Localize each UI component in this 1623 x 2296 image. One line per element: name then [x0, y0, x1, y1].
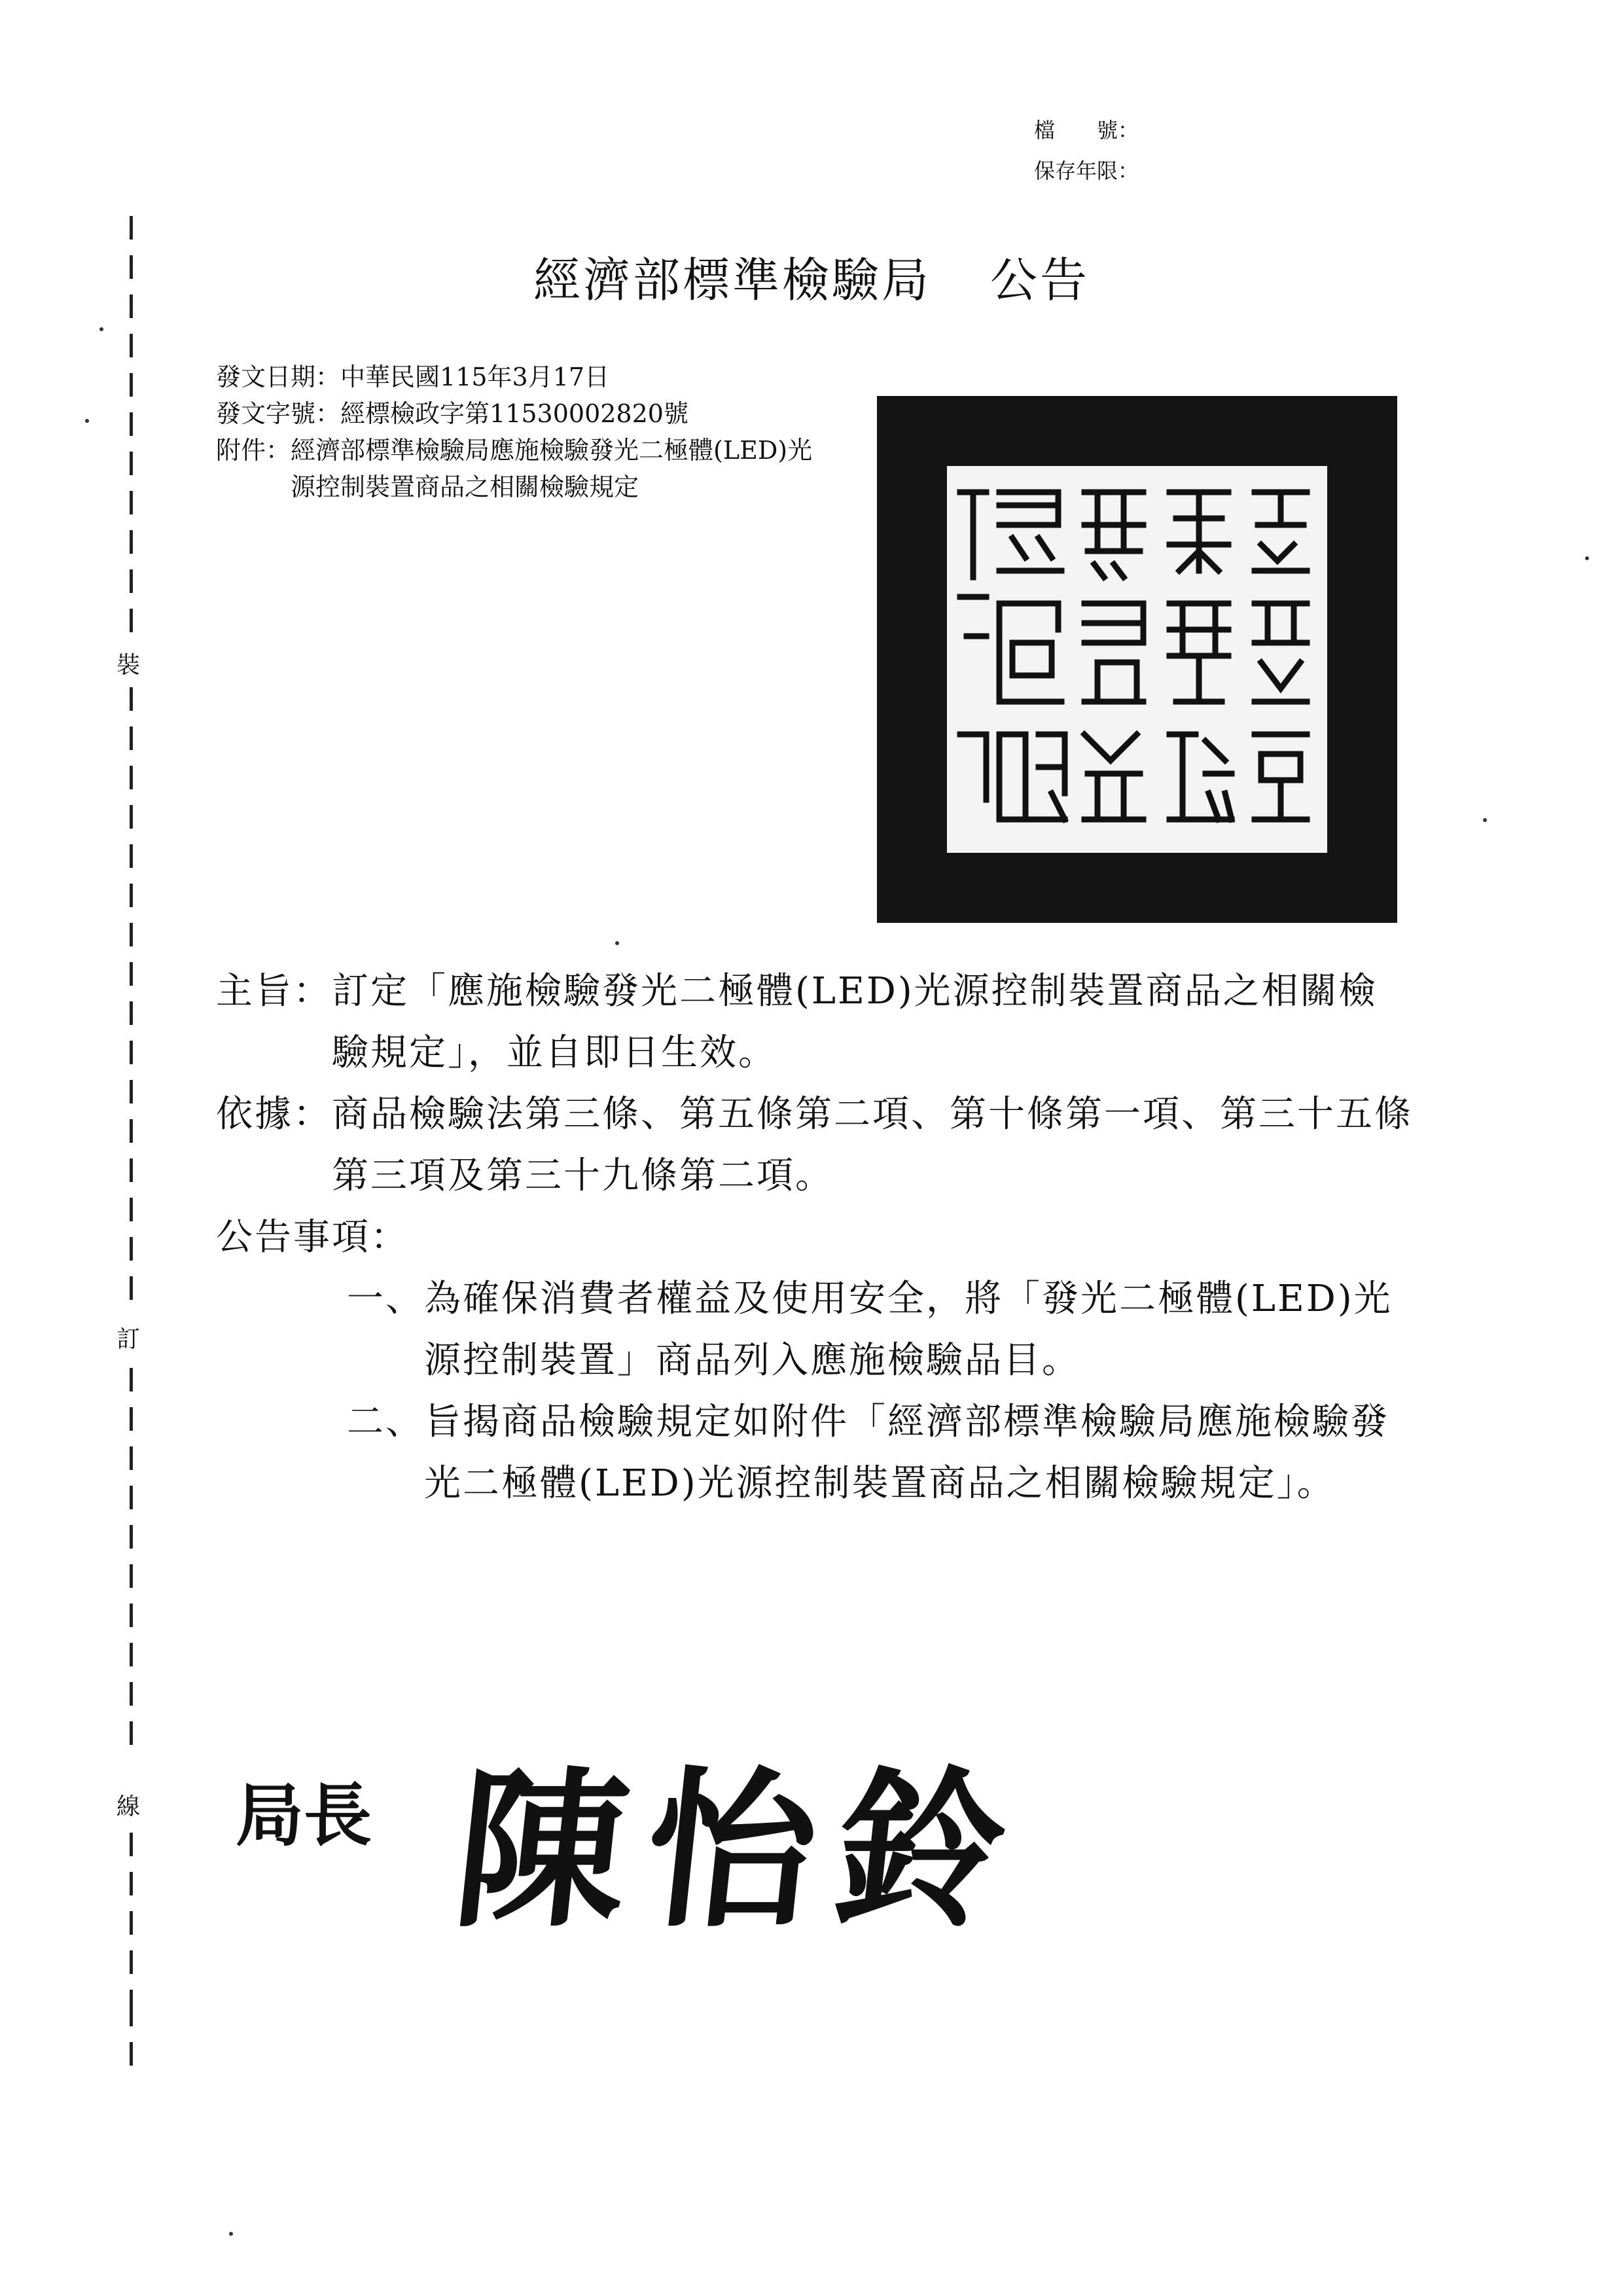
attachment-label: 附件：	[216, 436, 291, 465]
binding-dash	[130, 923, 133, 946]
announcement-body	[216, 961, 1414, 1515]
binding-dash	[130, 2003, 133, 2026]
binding-dash	[130, 1001, 133, 1025]
archive-fields	[1034, 110, 1139, 191]
notice-item-number: 一、	[347, 1278, 424, 1320]
binding-dash	[130, 1237, 133, 1261]
binding-margin-lower	[105, 2003, 157, 2134]
binding-dash	[130, 1368, 133, 1391]
binding-dash	[130, 452, 133, 475]
binding-dash	[130, 491, 133, 514]
binding-dash	[130, 687, 133, 711]
binding-dash	[130, 1407, 133, 1431]
subject-text: 訂定「應施檢驗發光二極體(LED)光源控制裝置商品之相關檢驗規定」，並自即日生效。	[332, 970, 1378, 1074]
notice-item	[347, 1268, 1414, 1391]
binding-dash	[130, 1486, 133, 1509]
binding-char-xian: 線	[116, 1793, 141, 1820]
binding-dash	[130, 1041, 133, 1064]
subject-paragraph	[216, 961, 1414, 1084]
binding-dash	[130, 805, 133, 829]
binding-dash	[130, 530, 133, 554]
agency-name: 經濟部標準檢驗局	[533, 253, 931, 308]
binding-dash	[130, 1721, 133, 1745]
binding-dash	[130, 1682, 133, 1706]
basis-label: 依據：	[216, 1093, 332, 1136]
notice-item-number: 二、	[347, 1401, 424, 1443]
scan-speck	[1483, 818, 1487, 822]
issue-date-label: 發文日期：	[216, 363, 341, 391]
scan-speck	[99, 327, 103, 331]
binding-dash	[130, 1564, 133, 1588]
reference-value: 經標檢政字第11530002820號	[340, 399, 688, 428]
binding-dash	[130, 569, 133, 593]
notice-item	[347, 1391, 1414, 1515]
binding-margin	[105, 209, 157, 2042]
binding-dash	[130, 1643, 133, 1666]
basis-paragraph	[216, 1084, 1414, 1207]
binding-char-zhuang: 裝	[116, 652, 141, 679]
binding-dash	[130, 1080, 133, 1103]
document-title	[0, 242, 1623, 310]
notice-item-text: 旨揭商品檢驗規定如附件「經濟部標準檢驗局應施檢驗發光二極體(LED)光源控制裝置商品之相關檢驗規定」。	[424, 1401, 1389, 1505]
reference-label: 發文字號：	[216, 399, 341, 428]
file-number-field: 檔 號：	[1033, 118, 1139, 143]
binding-dash	[130, 1833, 133, 1856]
binding-dash	[130, 609, 133, 632]
binding-dash	[130, 2042, 133, 2066]
binding-dash	[130, 1872, 133, 1895]
binding-dash	[130, 766, 133, 789]
basis-text: 商品檢驗法第三條、第五條第二項、第十條第一項、第三十五條第三項及第三十九條第二項。	[332, 1093, 1413, 1197]
binding-dash	[130, 1604, 133, 1627]
scan-speck	[229, 2232, 233, 2236]
binding-dash	[130, 844, 133, 868]
binding-dash	[130, 373, 133, 397]
scan-speck	[85, 419, 89, 423]
binding-dash	[130, 962, 133, 986]
seal-stamp-area	[947, 466, 1327, 853]
reference-row	[216, 395, 870, 432]
binding-dash	[130, 1525, 133, 1549]
subject-label: 主旨：	[216, 970, 332, 1013]
signatory-name: 陳怡鈴	[446, 1751, 1037, 1950]
official-seal	[877, 396, 1397, 923]
issue-date-value: 中華民國115年3月17日	[340, 363, 610, 391]
binding-dash	[130, 884, 133, 907]
attachment-row	[216, 432, 870, 505]
signatory-title: 局長	[236, 1776, 372, 1856]
binding-dash	[130, 1198, 133, 1221]
notice-item-text: 為確保消費者權益及使用安全，將「發光二極體(LED)光源控制裝置」商品列入應施檢驗品目。	[424, 1278, 1393, 1382]
binding-char-ding: 訂	[116, 1326, 141, 1353]
binding-dash	[130, 726, 133, 750]
issuance-info	[216, 359, 870, 505]
binding-dash	[130, 1446, 133, 1470]
binding-dash	[130, 1276, 133, 1300]
binding-dash	[130, 334, 133, 357]
scan-speck	[1585, 556, 1589, 560]
binding-dash	[130, 1119, 133, 1143]
binding-dash	[130, 1911, 133, 1935]
scan-speck	[615, 941, 619, 945]
issue-date-row	[216, 359, 870, 395]
attachment-value: 經濟部標準檢驗局應施檢驗發光二極體(LED)光源控制裝置商品之相關檢驗規定	[291, 436, 813, 501]
document-type: 公告	[990, 253, 1090, 308]
binding-dash	[130, 412, 133, 436]
binding-dash	[130, 1950, 133, 1974]
binding-dash	[130, 1158, 133, 1182]
seal-script-icon	[947, 466, 1327, 853]
notice-heading: 公告事項：	[216, 1216, 409, 1259]
binding-dash	[130, 216, 133, 240]
retention-period-field: 保存年限：	[1033, 158, 1139, 183]
